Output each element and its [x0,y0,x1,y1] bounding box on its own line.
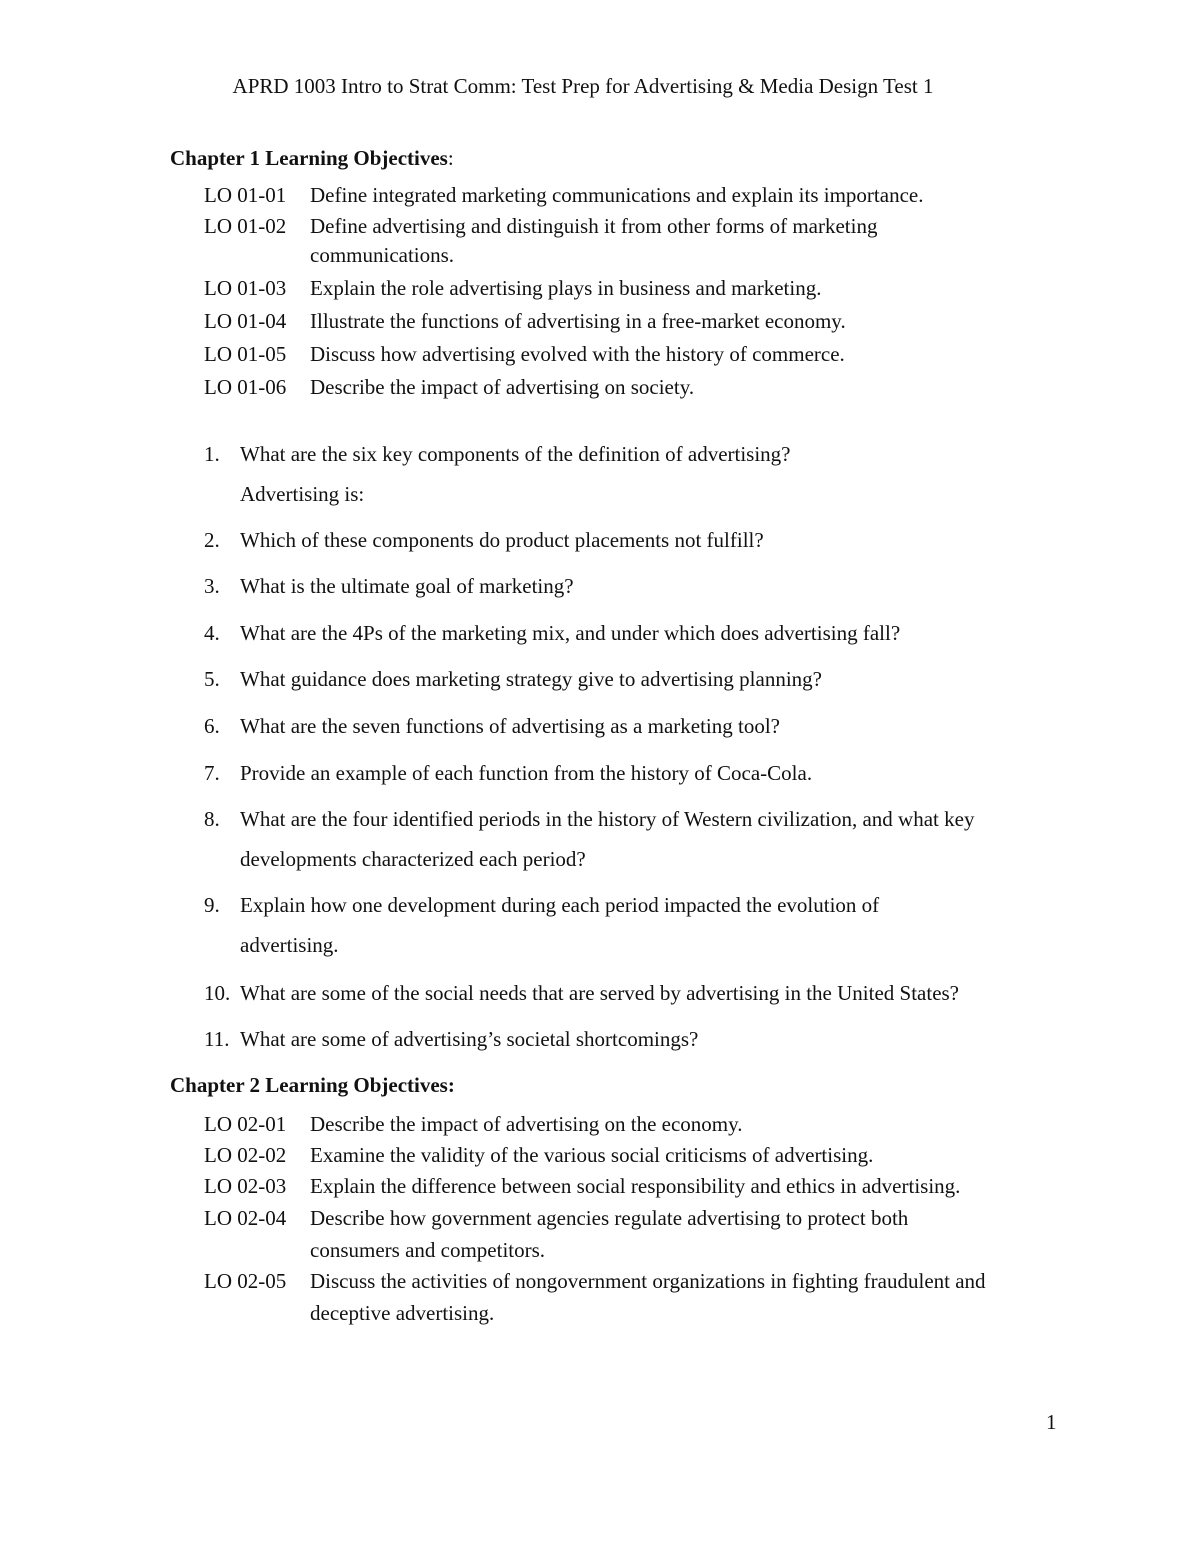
objective-text: Describe the impact of advertising on society. [310,375,695,399]
objective-text: Define advertising and distinguish it from other forms of marketing communications. [310,214,878,267]
question-number: 2. [204,528,220,552]
objective-code: LO 01-04 [204,309,287,333]
objective-code: LO 01-01 [204,183,287,207]
question-number: 1. [204,442,220,466]
question-4 [204,613,1064,653]
chapter-1-heading [170,144,454,172]
objective-code: LO 02-03 [204,1174,287,1198]
objective-lo-01-01 [204,180,1064,211]
question-text: What are the 4Ps of the marketing mix, and under which does advertising fall? [240,621,901,645]
question-text: What are the six key components of the definition of advertising? [240,442,791,466]
question-text: What are the four identified periods in the history of Western civilization, and what key developments characterized each period? [240,807,975,871]
objective-lo-02-03 [204,1171,1064,1202]
question-number: 10. [204,981,231,1005]
objective-lo-01-06 [204,372,1064,403]
objective-lo-02-04 [204,1202,1064,1266]
question-text: What are some of the social needs that are served by advertising in the United States? [240,981,960,1005]
objective-lo-01-03 [204,273,1064,304]
objective-text: Describe the impact of advertising on the economy. [310,1112,743,1136]
question-text: What guidance does marketing strategy give to advertising planning? [240,667,822,691]
question-6 [204,706,1064,746]
question-10 [204,973,1064,1013]
question-number: 7. [204,761,220,785]
question-number: 3. [204,574,220,598]
objective-text: Discuss how advertising evolved with the history of commerce. [310,342,845,366]
question-5 [204,659,1064,699]
objective-text: Discuss the activities of nongovernment organizations in fighting fraudulent and deceptive advertising. [310,1269,986,1325]
question-number: 8. [204,807,220,831]
chapter-1-heading-text: Chapter 1 Learning Objectives [170,146,448,170]
question-number: 4. [204,621,220,645]
question-2 [204,520,1064,560]
question-text: Provide an example of each function from the history of Coca-Cola. [240,761,813,785]
question-3 [204,566,1064,606]
chapter-1-heading-suffix: : [447,146,454,170]
question-7 [204,753,1064,793]
objective-lo-01-04 [204,306,1064,337]
objective-lo-01-05 [204,339,1064,370]
objective-code: LO 01-03 [204,276,287,300]
objective-code: LO 02-04 [204,1206,287,1230]
objective-code: LO 02-01 [204,1112,287,1136]
objective-text: Define integrated marketing communications and explain its importance. [310,183,924,207]
question-subtext: Advertising is: [240,482,365,506]
question-1 [204,434,1064,514]
question-text: Which of these components do product placements not fulfill? [240,528,764,552]
question-8 [204,799,1064,879]
question-text: What are some of advertising’s societal shortcomings? [240,1027,699,1051]
objective-code: LO 01-06 [204,375,287,399]
objective-code: LO 01-05 [204,342,287,366]
chapter-2-heading [170,1071,455,1099]
page-header: APRD 1003 Intro to Strat Comm: Test Prep for Advertising & Media Design Test 1 [232,74,934,98]
question-number: 9. [204,893,220,917]
objective-lo-02-02 [204,1140,1064,1171]
question-number: 11. [204,1027,230,1051]
objective-text: Explain the difference between social responsibility and ethics in advertising. [310,1174,961,1198]
question-9 [204,885,1064,965]
question-text: What are the seven functions of advertising as a marketing tool? [240,714,780,738]
objective-text: Explain the role advertising plays in business and marketing. [310,276,822,300]
question-number: 6. [204,714,220,738]
objective-text: Describe how government agencies regulate advertising to protect both consumers and competitors. [310,1206,909,1262]
objective-code: LO 02-05 [204,1269,287,1293]
objective-lo-01-02 [204,212,1064,270]
question-text: Explain how one development during each period impacted the evolution of advertising. [240,893,880,957]
question-11 [204,1019,1064,1059]
objective-text: Examine the validity of the various social criticisms of advertising. [310,1143,874,1167]
objective-code: LO 02-02 [204,1143,287,1167]
chapter-2-heading-text: Chapter 2 Learning Objectives: [170,1073,455,1097]
page-number: 1 [1046,1410,1057,1434]
objective-code: LO 01-02 [204,214,287,238]
question-number: 5. [204,667,220,691]
question-text: What is the ultimate goal of marketing? [240,574,574,598]
objective-lo-02-05 [204,1265,1064,1329]
objective-text: Illustrate the functions of advertising in a free-market economy. [310,309,846,333]
objective-lo-02-01 [204,1109,1064,1140]
